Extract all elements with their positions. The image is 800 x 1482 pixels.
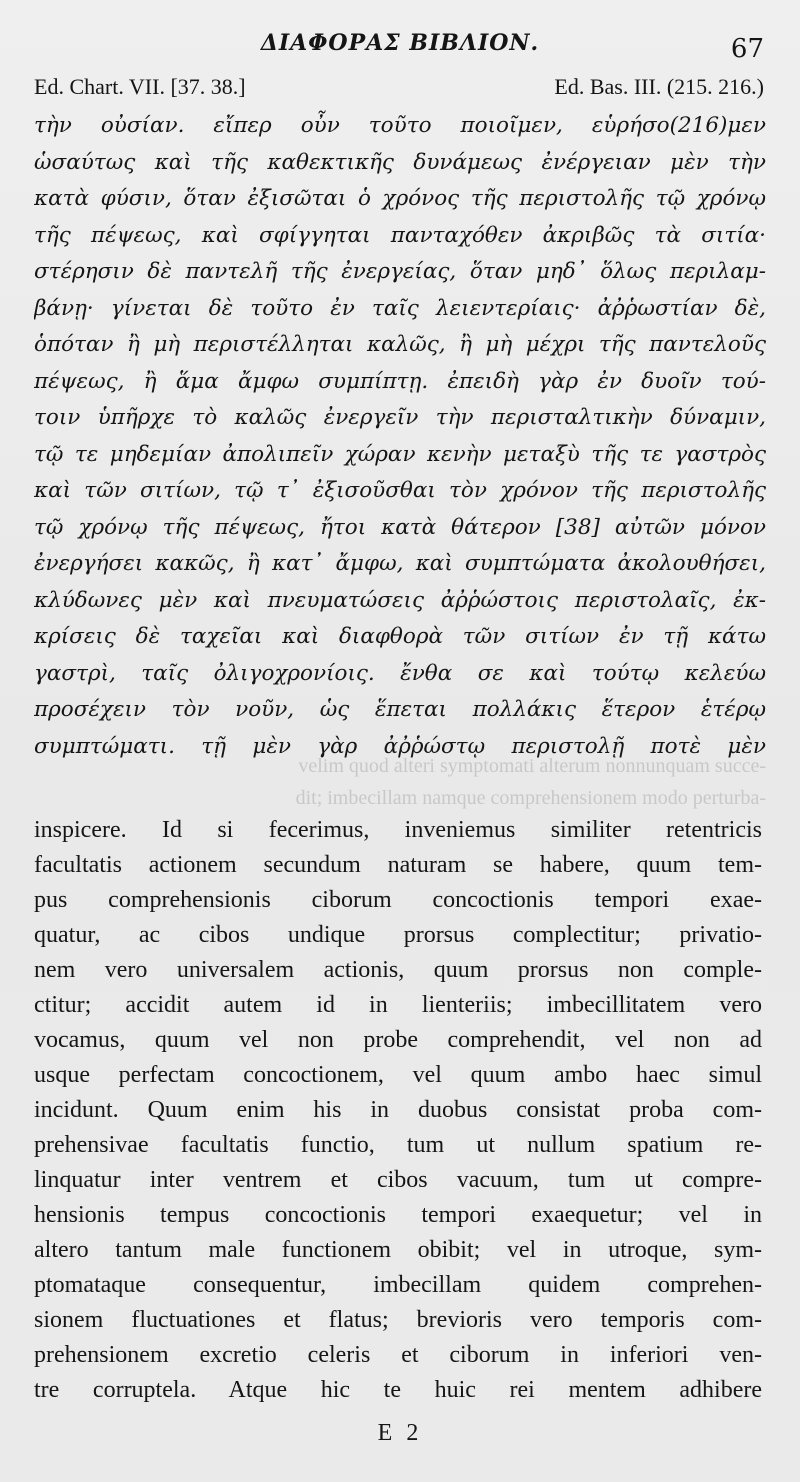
latin-line: incidunt. Quum enim his in duobus consistat proba com-: [34, 1097, 762, 1123]
greek-line: τῷ χρόνῳ τῆς πέψεως, ἤτοι κατὰ θάτερον [38] αὐτῶν μόνον: [34, 514, 766, 540]
greek-line: ὡσαύτως καὶ τῆς καθεκτικῆς δυνάμεως ἐνέργειαν μὲν τὴν: [34, 149, 766, 175]
greek-line: κλύδωνες μὲν καὶ πνευματώσεις ἀῤῥώστοις περιστολαῖς, ἐκ-: [34, 587, 766, 613]
latin-line: pus comprehensionis ciborum concoctionis tempori exae-: [34, 887, 762, 913]
latin-line: sionem fluctuationes et flatus; brevioris vero temporis com-: [34, 1307, 762, 1333]
latin-line: nem vero universalem actionis, quum prorsus non comple-: [34, 957, 762, 983]
greek-line: τῷ τε μηδεμίαν ἀπολιπεῖν χώραν κενὴν μεταξὺ τῆς τε γαστρὸς: [34, 441, 766, 467]
greek-line: τῆς πέψεως, καὶ σφίγγηται πανταχόθεν ἀκριβῶς τὰ σιτία·: [34, 222, 766, 248]
greek-line: βάνῃ· γίνεται δὲ τοῦτο ἐν ταῖς λειεντερίαις· ἀῤῥωστίαν δὲ,: [34, 295, 766, 321]
greek-line: γαστρὶ, ταῖς ὀλιγοχρονίοις. ἔνθα σε καὶ τούτῳ κελεύω: [34, 660, 766, 686]
latin-line: linquatur inter ventrem et cibos vacuum, tum ut compre-: [34, 1167, 762, 1193]
edition-reference-line: [34, 74, 764, 100]
latin-line: hensionis tempus concoctionis tempori exaequetur; vel in: [34, 1202, 762, 1228]
bleed-through-text: [34, 750, 766, 814]
latin-line: tre corruptela. Atque hic te huic rei mentem adhibere: [34, 1377, 762, 1403]
latin-line: altero tantum male functionem obibit; vel in utroque, sym-: [34, 1237, 762, 1263]
greek-line: τὴν οὐσίαν. εἴπερ οὖν τοῦτο ποιοῖμεν, εὑρήσο(216)μεν: [34, 113, 766, 138]
latin-line: prehensionem excretio celeris et ciborum in inferiori ven-: [34, 1342, 762, 1368]
greek-line: πέψεως, ἢ ἅμα ἄμφω συμπίπτῃ. ἐπειδὴ γὰρ ἐν δυοῖν τού-: [34, 368, 766, 394]
greek-line: στέρησιν δὲ παντελῆ τῆς ἐνεργείας, ὅταν μηδ᾽ ὅλως περιλαμ-: [34, 259, 766, 284]
bleed-through-line: velim quod alteri symptomati alterum nonnunquam succe-: [298, 755, 766, 777]
running-head-title: ΔΙΑΦΟΡΑΣ ΒΙΒΛΙΟΝ.: [260, 30, 540, 56]
latin-line: ptomataque consequentur, imbecillam quidem comprehen-: [34, 1272, 762, 1298]
greek-line: καὶ τῶν σιτίων, τῷ τ᾽ ἐξισοῦσθαι τὸν χρόνον τῆς περιστολῆς: [34, 478, 766, 503]
greek-line: τοιν ὑπῆρχε τὸ καλῶς ἐνεργεῖν τὴν περισταλτικὴν δύναμιν,: [34, 405, 766, 430]
latin-line: ctitur; accidit autem id in lienteriis; imbecillitatem vero: [34, 992, 762, 1018]
latin-line: quatur, ac cibos undique prorsus complectitur; privatio-: [34, 922, 762, 948]
page-number: 67: [730, 34, 764, 64]
latin-text-block: [34, 813, 762, 1408]
greek-line: κρίσεις δὲ ταχεῖαι καὶ διαφθορὰ τῶν σιτίων ἐν τῇ κάτω: [34, 624, 766, 649]
edition-chartier-ref: Ed. Chart. VII. [37. 38.]: [34, 74, 246, 99]
greek-text-block: [34, 108, 766, 765]
signature-mark: E 2: [377, 1420, 423, 1446]
greek-line: ἐνεργήσει κακῶς, ἢ κατ᾽ ἄμφω, καὶ συμπτώματα ἀκολουθήσει,: [34, 551, 766, 576]
greek-line: προσέχειν τὸν νοῦν, ὡς ἕπεται πολλάκις ἕτερον ἑτέρῳ: [34, 697, 766, 722]
latin-line: facultatis actionem secundum naturam se habere, quum tem-: [34, 852, 762, 878]
latin-line: prehensivae facultatis functio, tum ut nullum spatium re-: [34, 1132, 762, 1158]
latin-line: vocamus, quum vel non probe comprehendit, vel non ad: [34, 1027, 762, 1053]
greek-line: ὁπόταν ἢ μὴ περιστέλληται καλῶς, ἢ μὴ μέχρι τῆς παντελοῦς: [34, 332, 766, 357]
bleed-through-line: dit; imbecillam namque comprehensionem modo perturba-: [295, 787, 766, 809]
greek-line: συμπτώματι. τῇ μὲν γὰρ ἀῤῥώστῳ περιστολῇ ποτὲ μὲν: [34, 733, 766, 759]
latin-line: inspicere. Id si fecerimus, inveniemus similiter retentricis: [34, 817, 762, 843]
edition-basel-ref: Ed. Bas. III. (215. 216.): [554, 74, 764, 99]
greek-line: κατὰ φύσιν, ὅταν ἐξισῶται ὁ χρόνος τῆς περιστολῆς τῷ χρόνῳ: [34, 186, 766, 211]
latin-line: usque perfectam concoctionem, vel quum ambo haec simul: [34, 1062, 762, 1088]
